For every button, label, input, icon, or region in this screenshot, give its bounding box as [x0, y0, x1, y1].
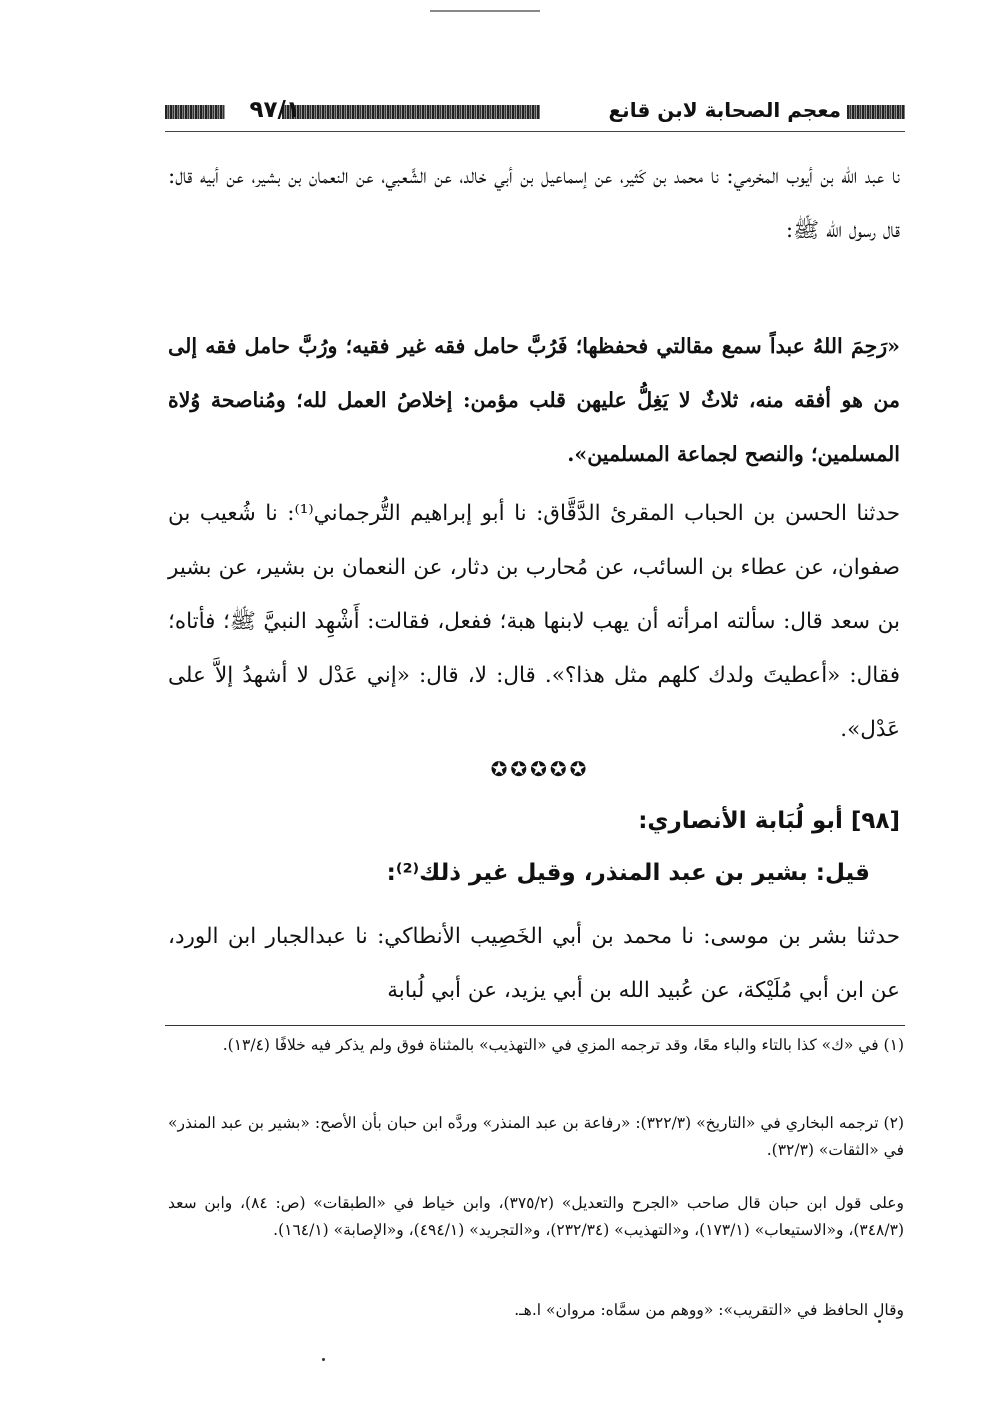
paragraph-isnad-3: حدثنا بشر بن موسى: نا محمد بن أبي الخَصِيب الأنطاكي: نا عبدالجبار ابن الورد، عن ابن أبي مُلَيْكة، عن عُبيد الله بن أبي يزيد، عن أبي لُبابة	[168, 924, 900, 1003]
scan-speck	[878, 1320, 881, 1323]
footnote-2-continued: وعلى قول ابن حبان قال صاحب «الجرح والتعديل» (٣٧٥/٢)، وابن خياط في «الطبقات» (ص: ٨٤)، وابن سعد (٣٤٨/٣)، و«الاستيعاب» (١٧٣/١)، و«التهذيب» (٢٣٢/٣٤)، و«التجريد» (٤٩٤/١)، و«الإصابة» (١٦٤/١).	[168, 1194, 904, 1239]
section-separator: ✪✪✪✪✪	[490, 757, 590, 781]
header-rule	[165, 131, 905, 132]
footnote-1: (١) في «ك» كذا بالتاء والباء معًا، وقد ترجمه المزي في «التهذيب» بالمثناة فوق ولم يذكر فيه خلافًا (١٣/٤).	[222, 1036, 904, 1054]
scan-mark	[430, 10, 540, 12]
footnote-2-end: وقال الحافظ في «التقريب»: «ووهم من سمَّاه: مروان» ا.هـ.	[514, 1301, 904, 1319]
header-ornament-left	[165, 105, 225, 119]
header-ornament-right	[847, 105, 905, 119]
entry-heading: [٩٨] أبو لُبَابة الأنصاري:	[638, 808, 900, 834]
scan-speck	[322, 1358, 325, 1361]
running-header	[165, 92, 905, 132]
page-number: ٩٧/١	[249, 97, 300, 123]
paragraph-hadith-1: «رَحِمَ اللهُ عبداً سمع مقالتي فحفظها؛ فَرُبَّ حامل فقه غير فقيه؛ ورُبَّ حامل فقه إلى من هو أفقه منه، ثلاثٌ لا يَغِلُّ عليهن قلب مؤمن: إخلاصُ العمل لله؛ ومُناصحة وُلاة المسلمين؛ والنصح لجماعة المسلمين».	[168, 334, 900, 466]
book-title: معجم الصحابة لابن قانع	[608, 98, 841, 122]
paragraph-isnad-1: نا عبد الله بن أيوب المخرمي: نا محمد بن كَثير، عن إسماعيل بن أبي خالد، عن الشَّعبي، عن النعمان بن بشير، عن أبيه قال: قال رسول الله ﷺ:	[168, 164, 900, 243]
footnote-rule	[165, 1025, 905, 1026]
paragraph-isnad-2: حدثنا الحسن بن الحباب المقرئ الدَّقَّاق: نا أبو إبراهيم التُّرجماني⁽¹⁾: نا شُعيب بن صفوان، عن عطاء بن السائب، عن مُحارب بن دثار، عن النعمان بن بشير، عن بشير بن سعد قال: سألته امرأته أن يهب لابنها هبة؛ ففعل، فقالت: أَشْهِد النبيَّ ﷺ؛ فأتاه؛ فقال: «أعطيتَ ولدك كلهم مثل هذا؟». قال: لا، قال: «إني عَدْل لا أشهدُ إلاَّ على عَدْل».	[168, 501, 900, 742]
header-ornament-middle	[282, 105, 540, 119]
footnote-2: (٢) ترجمه البخاري في «التاريخ» (٣٢٢/٣): «رفاعة بن عبد المنذر» وردَّه ابن حبان بأن الأصح: «بشير بن عبد المنذر» في «الثقات» (٣٢/٣).	[168, 1114, 904, 1159]
entry-subheading: قيل: بشير بن عبد المنذر، وقيل غير ذلك⁽²⁾:	[386, 860, 870, 886]
